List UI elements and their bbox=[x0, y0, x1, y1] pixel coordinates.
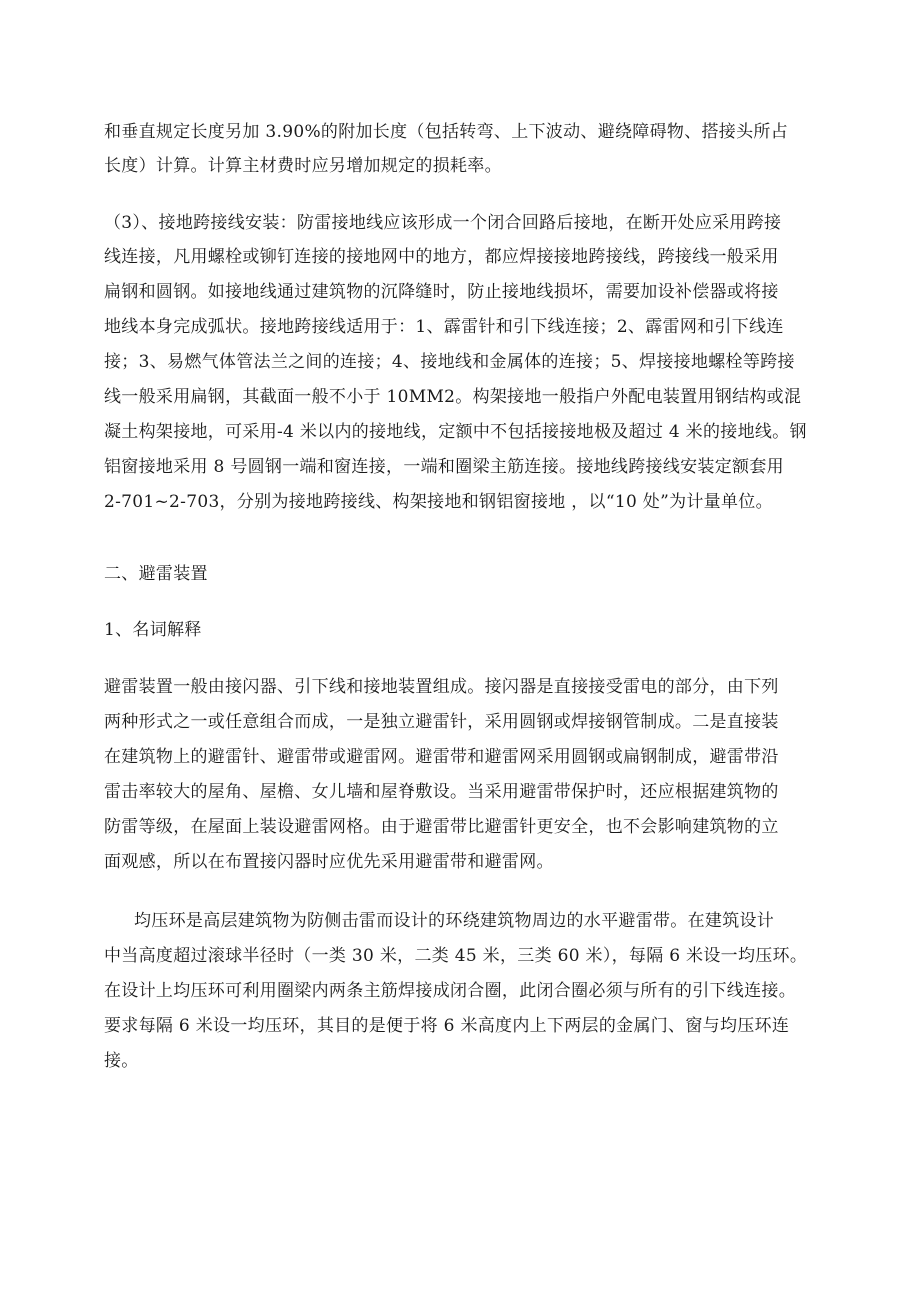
paragraph-line: 凝土构架接地，可采用-4 米以内的接地线，定额中不包括接接地极及超过 4 米的接地线。钢 bbox=[104, 422, 807, 442]
paragraph-line: 两种形式之一或任意组合而成，一是独立避雷针，采用圆钢或焊接钢管制成。二是直接装 bbox=[104, 712, 779, 732]
paragraph-line: 接；3、易燃气体管法兰之间的连接；4、接地线和金属体的连接；5、焊接接地螺栓等跨接 bbox=[104, 352, 795, 372]
paragraph-line: 线一般采用扁钢，其截面一般不小于 10MM2。构架接地一般指户外配电装置用钢结构或混 bbox=[104, 387, 802, 407]
paragraph-line: 均压环是高层建筑物为防侧击雷而设计的环绕建筑物周边的水平避雷带。在建筑设计 bbox=[134, 911, 775, 931]
paragraph-line: 在设计上均压环可利用圈梁内两条主筋焊接成闭合圈，此闭合圈必须与所有的引下线连接。 bbox=[104, 981, 796, 1001]
paragraph-line: 铝窗接地采用 8 号圆钢一端和窗连接，一端和圈梁主筋连接。接地线跨接线安装定额套用 bbox=[104, 457, 784, 477]
subsection-heading: 1、名词解释 bbox=[104, 620, 202, 640]
paragraph-line: 接。 bbox=[104, 1051, 139, 1071]
paragraph-line: 要求每隔 6 米设一均压环，其目的是便于将 6 米高度内上下两层的金属门、窗与均压环连 bbox=[104, 1016, 790, 1036]
paragraph-line: 线连接，凡用螺栓或铆钉连接的接地网中的地方，都应焊接接地跨接线，跨接线一般采用 bbox=[104, 247, 779, 267]
paragraph-line: 雷击率较大的屋角、屋檐、女儿墙和屋脊敷设。当采用避雷带保护时，还应根据建筑物的 bbox=[104, 782, 779, 802]
paragraph-line: 面观感，所以在布置接闪器时应优先采用避雷带和避雷网。 bbox=[104, 852, 554, 872]
paragraph-line: 2-701~2-703，分别为接地跨接线、构架接地和钢铝窗接地 ，以“10 处”为计量单位。 bbox=[104, 492, 773, 512]
paragraph-line: 和垂直规定长度另加 3.90%的附加长度（包括转弯、上下波动、避绕障碍物、搭接头所占 bbox=[104, 122, 789, 142]
paragraph-line: 扁钢和圆钢。如接地线通过建筑物的沉降缝时，防止接地线损坏，需要加设补偿器或将接 bbox=[104, 282, 779, 302]
paragraph-line: 长度）计算。计算主材费时应另增加规定的损耗率。 bbox=[104, 156, 502, 176]
paragraph-line: 在建筑物上的避雷针、避雷带或避雷网。避雷带和避雷网采用圆钢或扁钢制成，避雷带沿 bbox=[104, 747, 779, 767]
section-heading: 二、避雷装置 bbox=[104, 564, 208, 584]
paragraph-line: （3）、接地跨接线安装：防雷接地线应该形成一个闭合回路后接地，在断开处应采用跨接 bbox=[104, 213, 782, 233]
paragraph-line: 地线本身完成弧状。接地跨接线适用于：1、霹雷针和引下线连接；2、霹雷网和引下线连 bbox=[104, 317, 784, 337]
paragraph-line: 中当高度超过滚球半径时（一类 30 米，二类 45 米，三类 60 米），每隔 6 米设一均压环。 bbox=[104, 946, 808, 966]
paragraph-line: 避雷装置一般由接闪器、引下线和接地装置组成。接闪器是直接接受雷电的部分，由下列 bbox=[104, 677, 779, 697]
paragraph-line: 防雷等级，在屋面上装设避雷网格。由于避雷带比避雷针更安全，也不会影响建筑物的立 bbox=[104, 817, 779, 837]
